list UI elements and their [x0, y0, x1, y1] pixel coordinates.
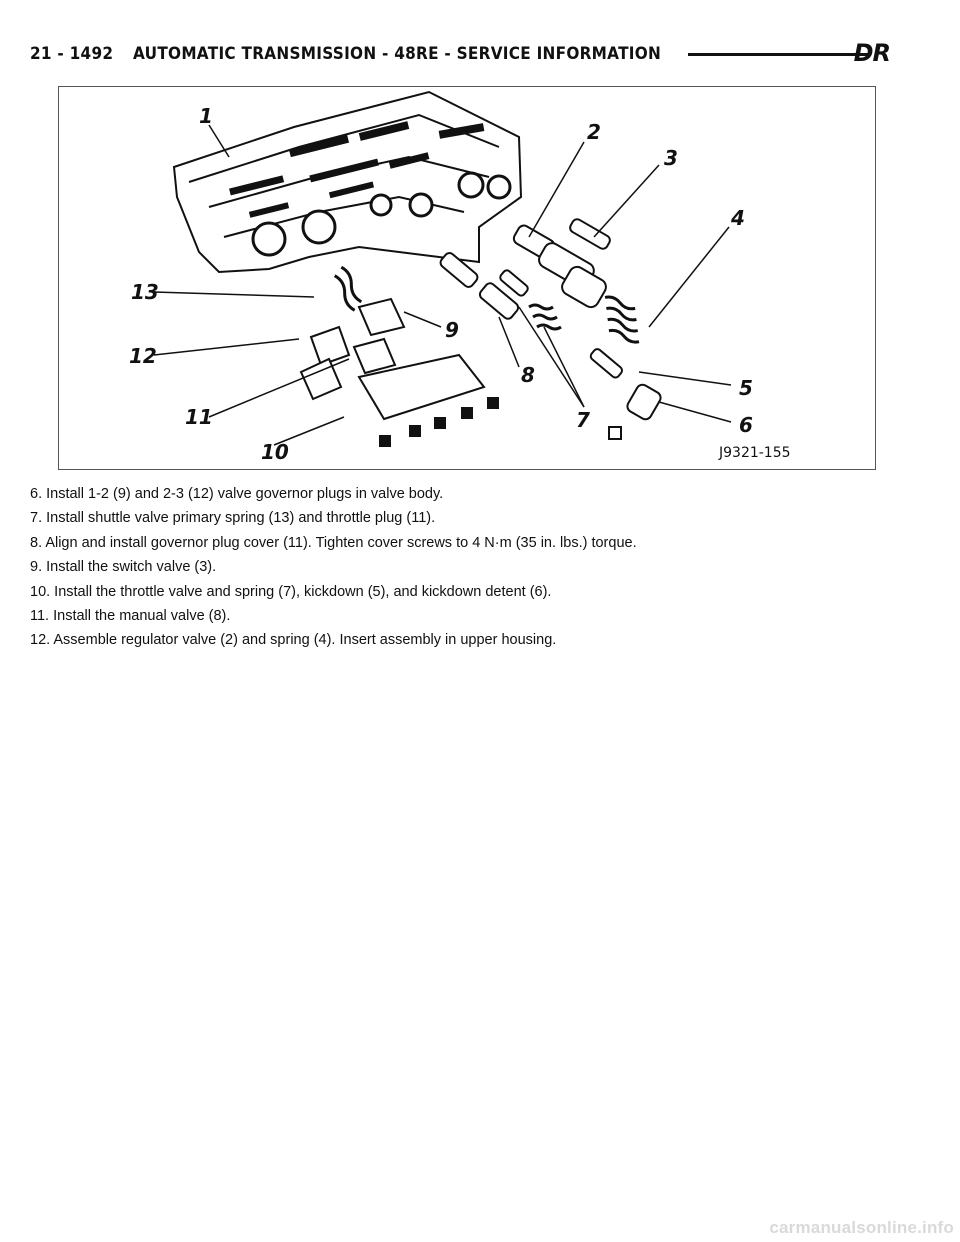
step-10: 10. Install the throttle valve and spring (7), kickdown (5), and kickdown detent (6). — [30, 583, 552, 600]
valve-body-figure — [58, 86, 876, 470]
footer — [720, 1216, 960, 1242]
procedure-steps — [30, 482, 930, 653]
step-8: 8. Align and install governor plug cover (11). Tighten cover screws to 4 N·m (35 in. lbs.) torque. — [30, 534, 637, 551]
callout-8: 8 — [521, 363, 535, 387]
callout-13: 13 — [131, 280, 159, 304]
section-title: AUTOMATIC TRANSMISSION - 48RE - SERVICE INFORMATION — [132, 44, 661, 64]
callout-9: 9 — [445, 318, 459, 342]
callout-7: 7 — [576, 408, 590, 432]
step-12: 12. Assemble regulator valve (2) and spring (4). Insert assembly in upper housing. — [30, 632, 557, 649]
valve-body-illustration — [59, 87, 877, 471]
page-number: 21 - 1492 — [30, 44, 114, 64]
callout-12: 12 — [129, 344, 157, 368]
callout-10: 10 — [261, 440, 289, 464]
callout-2: 2 — [587, 120, 601, 144]
step-6: 6. Install 1-2 (9) and 2-3 (12) valve governor plugs in valve body. — [30, 486, 444, 502]
callout-3: 3 — [664, 146, 678, 170]
callout-4: 4 — [731, 206, 745, 230]
header-rule — [688, 53, 868, 56]
figure-id-label: J9321-155 — [719, 445, 791, 461]
step-7: 7. Install shuttle valve primary spring (13) and throttle plug (11). — [30, 510, 436, 527]
callout-5: 5 — [739, 376, 753, 400]
step-11: 11. Install the manual valve (8). — [30, 608, 231, 625]
callout-6: 6 — [739, 413, 753, 437]
callout-1: 1 — [199, 104, 213, 128]
page-header — [30, 36, 930, 72]
callout-11: 11 — [185, 405, 213, 429]
model-badge: DR — [853, 39, 890, 67]
step-9: 9. Install the switch valve (3). — [30, 559, 217, 576]
watermark: carmanualsonline.info — [769, 1218, 954, 1237]
